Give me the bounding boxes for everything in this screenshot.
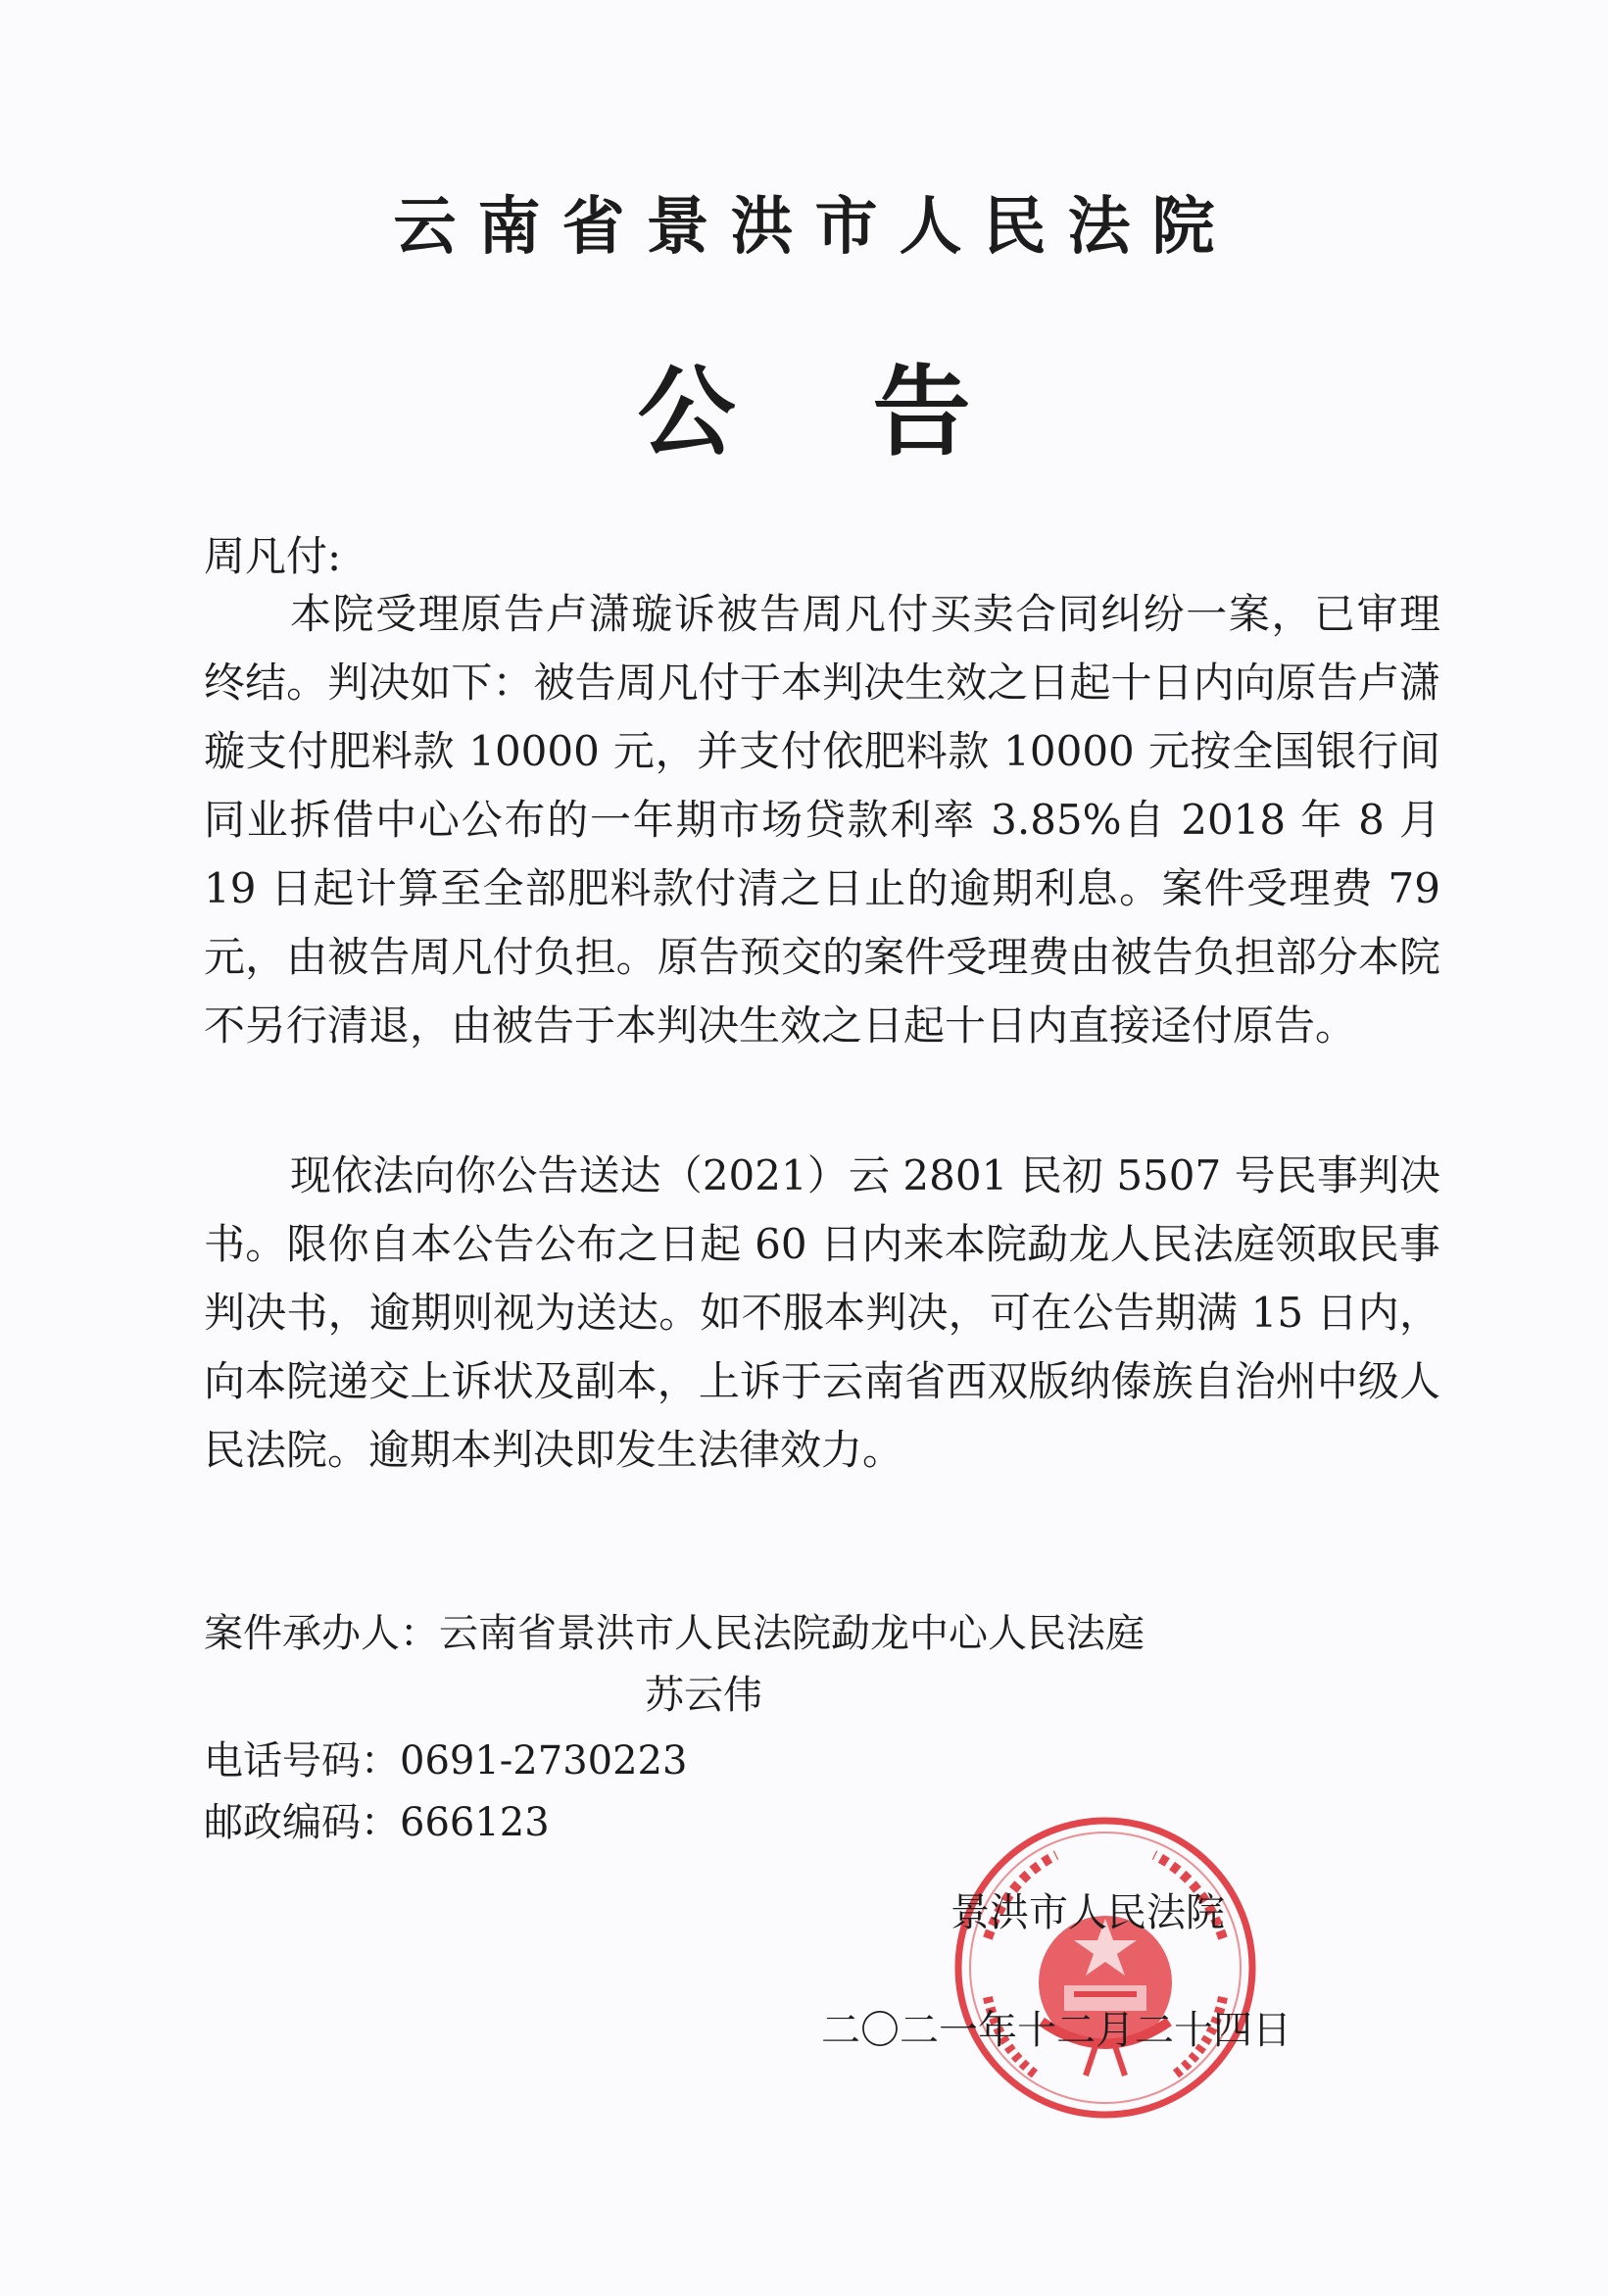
- addressee: 周凡付:: [204, 532, 342, 580]
- document-title: 公告: [637, 355, 1108, 469]
- court-seal-icon: [949, 1811, 1262, 2125]
- case-handler-name: 苏云伟: [645, 1673, 762, 1718]
- signature-date: 二〇二一年十二月二十四日: [821, 2008, 1291, 2053]
- service-paragraph: 现依法向你公告送达（2021）云 2801 民初 5507 号民事判决书。限你自本公告公布之日起 60 日内来本院勐龙人民法庭领取民事判决书，逾期则视为送达。如不服本判决，可在公告期满 15 日内，向本院递交上诉状及副本，上诉于云南省西双版纳傣族自治州中级人民法院。逾期本判决即发生法律效力。: [204, 1151, 1440, 1474]
- judgment-paragraph: 本院受理原告卢潇璇诉被告周凡付买卖合同纠纷一案，已审理终结。判决如下：被告周凡付于本判决生效之日起十日内向原告卢潇璇支付肥料款 10000 元，并支付依肥料款 10000 元按全国银行间同业拆借中心公布的一年期市场贷款利率 3.85%自 2018 年 8 月 19 日起计算至全部肥料款付清之日止的逾期利息。案件受理费 79 元，由被告周凡付负担。原告预交的案件受理费由被告负担部分本院不另行清退，由被告于本判决生效之日起十日内直接迳付原告。: [204, 590, 1440, 1050]
- signature-court: 景洪市人民法院: [950, 1890, 1225, 1935]
- case-handler: 案件承办人：云南省景洪市人民法院勐龙中心人民法庭: [204, 1611, 1145, 1656]
- phone-number: 电话号码：0691-2730223: [204, 1738, 688, 1783]
- postal-code: 邮政编码：666123: [204, 1800, 550, 1845]
- court-name-heading: 云南省景洪市人民法院: [393, 191, 1237, 264]
